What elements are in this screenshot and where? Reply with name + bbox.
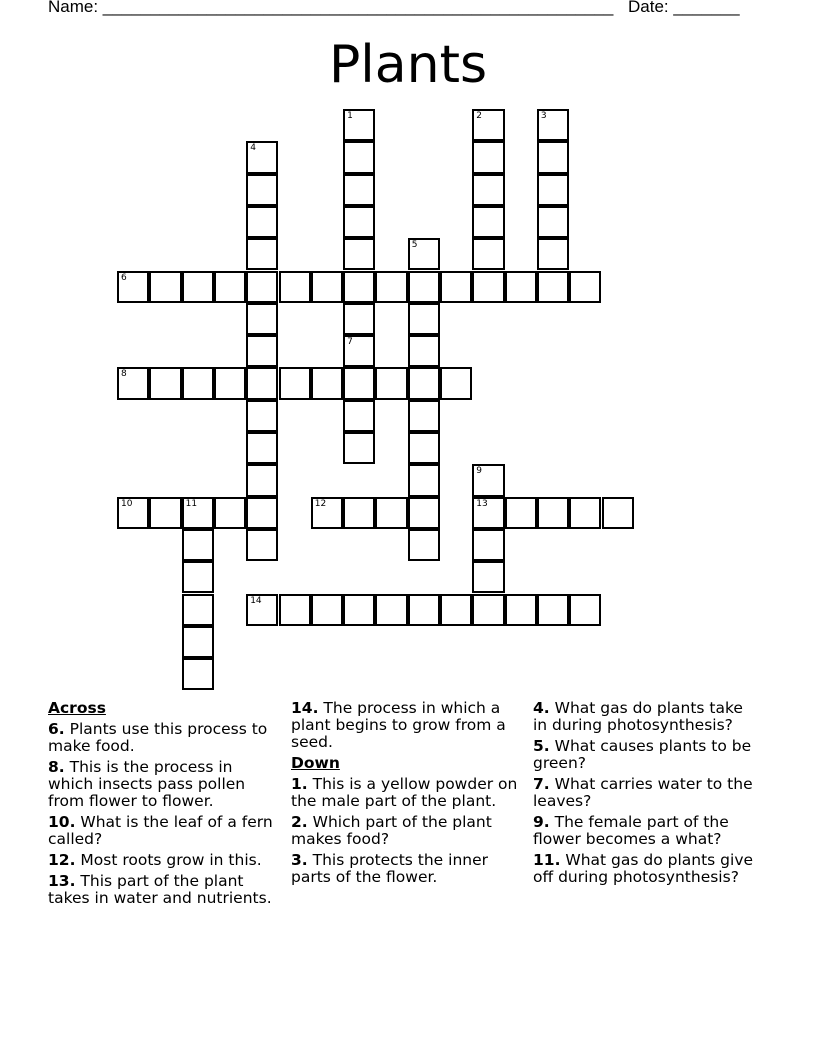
across-clue-14: 14. The process in which a plant begins to grow from a seed.	[291, 699, 506, 751]
grid-cell[interactable]	[311, 497, 343, 529]
grid-cell[interactable]	[505, 271, 537, 303]
grid-cell[interactable]	[505, 594, 537, 626]
grid-cell[interactable]	[408, 400, 440, 432]
grid-cell[interactable]	[279, 367, 311, 399]
grid-cell[interactable]	[408, 529, 440, 561]
grid-cell[interactable]	[149, 497, 181, 529]
grid-cell[interactable]	[149, 367, 181, 399]
grid-cell[interactable]	[343, 497, 375, 529]
grid-cell[interactable]	[117, 367, 149, 399]
grid-cell[interactable]	[375, 497, 407, 529]
across-clue-10: 10. What is the leaf of a fern called?	[48, 813, 273, 848]
grid-cell[interactable]	[472, 271, 504, 303]
grid-cell[interactable]	[343, 174, 375, 206]
clue-number: 14	[250, 595, 262, 606]
grid-cell[interactable]	[246, 529, 278, 561]
grid-cell[interactable]	[311, 594, 343, 626]
clues-column-3	[533, 700, 761, 890]
grid-cell[interactable]	[343, 335, 375, 367]
grid-cell[interactable]	[472, 174, 504, 206]
clue-number: 1	[347, 111, 353, 121]
grid-cell[interactable]	[375, 594, 407, 626]
grid-cell[interactable]	[537, 206, 569, 238]
across-clue-8: 8. This is the process in which insects pass pollen from flower to flower.	[48, 758, 246, 810]
grid-cell[interactable]	[472, 206, 504, 238]
clue-number: 8	[121, 369, 127, 380]
grid-cell[interactable]	[246, 497, 278, 529]
date-field-label: Date: _______	[628, 0, 740, 16]
grid-cell[interactable]	[343, 367, 375, 399]
grid-cell[interactable]	[408, 367, 440, 399]
grid-cell[interactable]	[246, 206, 278, 238]
grid-cell[interactable]	[472, 109, 504, 141]
grid-cell[interactable]	[311, 271, 343, 303]
down-clue-9: 9. The female part of the flower becomes a what?	[533, 813, 729, 848]
down-clue-3: 3. This protects the inner parts of the flower.	[291, 851, 489, 886]
grid-cell[interactable]	[440, 367, 472, 399]
down-clue-11: 11. What gas do plants give off during photosynthesis?	[533, 851, 754, 886]
grid-cell[interactable]	[537, 174, 569, 206]
grid-cell[interactable]	[182, 497, 214, 529]
clue-number: 10	[121, 498, 133, 509]
across-clue-13: 13. This part of the plant takes in water and nutrients.	[48, 872, 272, 907]
clue-number: 2	[476, 111, 483, 121]
grid-cell[interactable]	[246, 464, 278, 496]
clue-number: 11	[185, 498, 198, 509]
grid-cell[interactable]	[537, 109, 569, 141]
down-clue-2: 2. Which part of the plant makes food?	[291, 813, 492, 848]
grid-cell[interactable]	[246, 432, 278, 464]
grid-cell[interactable]	[246, 303, 278, 335]
down-clue-1: 1. This is a yellow powder on the male part of the plant.	[291, 775, 518, 810]
clue-number: 3	[540, 111, 547, 121]
grid-cell[interactable]	[214, 271, 246, 303]
grid-cell[interactable]	[472, 141, 504, 173]
grid-cell[interactable]	[343, 141, 375, 173]
grid-cell[interactable]	[149, 271, 181, 303]
grid-cell[interactable]	[537, 594, 569, 626]
grid-cell[interactable]	[311, 367, 343, 399]
grid-cell[interactable]	[279, 271, 311, 303]
grid-cell[interactable]	[602, 497, 634, 529]
grid-cell[interactable]	[182, 626, 214, 658]
grid-cell[interactable]	[472, 464, 504, 496]
grid-cell[interactable]	[440, 594, 472, 626]
grid-cell[interactable]	[472, 594, 504, 626]
grid-cell[interactable]	[537, 141, 569, 173]
grid-cell[interactable]	[214, 367, 246, 399]
grid-cell[interactable]	[246, 594, 278, 626]
down-clue-5: 5. What causes plants to be green?	[533, 737, 752, 772]
grid-cell[interactable]	[182, 367, 214, 399]
grid-cell[interactable]	[408, 497, 440, 529]
grid-cell[interactable]	[472, 497, 504, 529]
grid-cell[interactable]	[182, 529, 214, 561]
grid-cell[interactable]	[408, 594, 440, 626]
grid-cell[interactable]	[246, 367, 278, 399]
grid-cell[interactable]	[472, 529, 504, 561]
grid-cell[interactable]	[182, 561, 214, 593]
grid-cell[interactable]	[375, 367, 407, 399]
across-heading: Across	[48, 699, 106, 717]
grid-cell[interactable]	[505, 497, 537, 529]
grid-cell[interactable]	[569, 271, 601, 303]
grid-cell[interactable]	[569, 594, 601, 626]
clue-number: 4	[250, 143, 256, 154]
clue-number: 12	[314, 498, 327, 509]
grid-cell[interactable]	[537, 497, 569, 529]
grid-cell[interactable]	[343, 432, 375, 464]
across-clue-12: 12. Most roots grow in this.	[48, 851, 262, 869]
across-clue-6: 6. Plants use this process to make food.	[48, 720, 268, 755]
grid-cell[interactable]	[472, 561, 504, 593]
grid-cell[interactable]	[343, 594, 375, 626]
down-heading: Down	[291, 754, 340, 772]
grid-cell[interactable]	[408, 432, 440, 464]
grid-cell[interactable]	[246, 271, 278, 303]
clue-number: 13	[476, 498, 488, 509]
grid-cell[interactable]	[182, 594, 214, 626]
clue-number: 9	[476, 466, 483, 477]
clue-number: 6	[121, 272, 127, 283]
name-field-label: Name: ______________________________________________________	[48, 0, 614, 16]
grid-cell[interactable]	[537, 238, 569, 270]
grid-cell[interactable]	[117, 271, 149, 303]
clues-column-1	[48, 700, 276, 911]
grid-cell[interactable]	[246, 174, 278, 206]
grid-cell[interactable]	[182, 658, 214, 690]
grid-cell[interactable]	[343, 206, 375, 238]
grid-cell[interactable]	[408, 464, 440, 496]
page-title: Plants	[328, 35, 488, 95]
grid-cell[interactable]	[472, 238, 504, 270]
grid-cell[interactable]	[246, 400, 278, 432]
grid-cell[interactable]	[408, 303, 440, 335]
grid-cell[interactable]	[343, 400, 375, 432]
grid-cell[interactable]	[408, 238, 440, 270]
grid-cell[interactable]	[408, 335, 440, 367]
clue-number: 7	[347, 337, 353, 348]
grid-cell[interactable]	[375, 271, 407, 303]
grid-cell[interactable]	[440, 271, 472, 303]
grid-cell[interactable]	[117, 497, 149, 529]
grid-cell[interactable]	[279, 594, 311, 626]
grid-cell[interactable]	[246, 238, 278, 270]
down-clue-7: 7. What carries water to the leaves?	[533, 775, 753, 810]
grid-cell[interactable]	[214, 497, 246, 529]
grid-cell[interactable]	[408, 271, 440, 303]
clue-number: 5	[411, 240, 418, 251]
grid-cell[interactable]	[537, 271, 569, 303]
clues-column-2	[291, 700, 519, 890]
grid-cell[interactable]	[182, 271, 214, 303]
grid-cell[interactable]	[569, 497, 601, 529]
grid-cell[interactable]	[246, 335, 278, 367]
grid-cell[interactable]	[343, 271, 375, 303]
down-clue-4: 4. What gas do plants take in during photosynthesis?	[533, 699, 743, 734]
grid-cell[interactable]	[343, 303, 375, 335]
grid-cell[interactable]	[343, 238, 375, 270]
grid-cell[interactable]	[343, 109, 375, 141]
grid-cell[interactable]	[246, 141, 278, 173]
